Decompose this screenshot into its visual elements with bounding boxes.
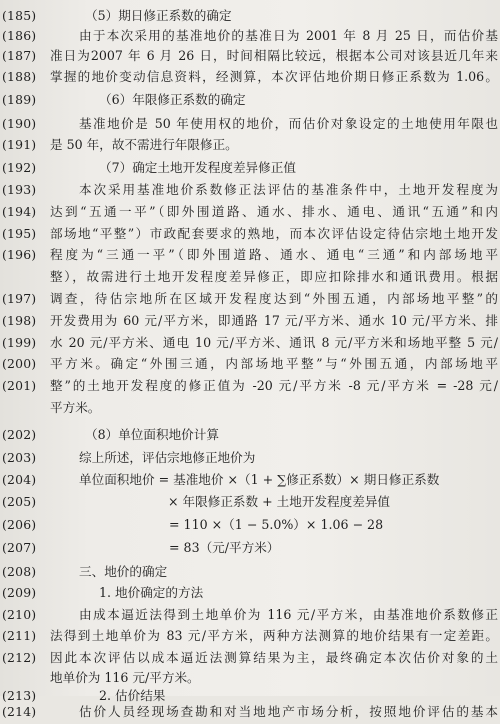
- line-text: 调查，待估宗地所在区域开发程度达到“外围五通，内部场地平整”的: [50, 291, 498, 306]
- line-number: (200): [2, 356, 37, 371]
- formula-line: [0, 490, 500, 514]
- text-line: [0, 65, 500, 89]
- line-number: (213): [2, 688, 37, 703]
- line-number: (214): [2, 704, 37, 719]
- line-number: (208): [2, 564, 37, 579]
- line-text: 因此本次评估以成本逼近法测算结果为主，最终确定本次估价对象的土: [50, 650, 498, 665]
- section-heading: （6）年限修正系数的确定: [99, 92, 246, 107]
- line-number: (203): [2, 450, 37, 465]
- text-line: [0, 374, 500, 398]
- line-text: 整），故需进行土地开发程度差异修正，即应扣除排水和通讯费用。根据: [50, 269, 498, 284]
- formula-line: [0, 536, 500, 560]
- line-number: (210): [2, 607, 37, 622]
- text-line: [0, 88, 500, 112]
- line-text: 开发费用为 60 元/平方米，即通路 17 元/平方米、通水 10 元/平方米、排: [50, 313, 498, 328]
- text-line: [0, 581, 500, 605]
- text-line: [0, 396, 500, 420]
- line-text: 本次采用基准地价系数修正法评估的基准条件中，土地开发程度为: [79, 182, 498, 197]
- line-text: 达到“五通一平”（即外围道路、通水、排水、通电、通讯“五通”和内: [50, 204, 498, 219]
- formula-text: = 110 ×（1 − 5.0%）× 1.06 − 28: [169, 517, 384, 532]
- line-number: (194): [2, 204, 37, 219]
- line-number: (195): [2, 226, 37, 241]
- line-text: 是 50 年，故不需进行年限修正。: [50, 137, 238, 152]
- line-number: (186): [2, 28, 37, 43]
- line-text: 平方米。确定“外围三通，内部场地平整”与“外围五通，内部场地平: [50, 356, 498, 371]
- formula-text: 单位面积地价 = 基准地价 ×（1 + ∑修正系数）× 期日修正系数: [79, 472, 440, 487]
- line-number: (206): [2, 517, 37, 532]
- text-line: [0, 200, 500, 224]
- text-line: [0, 287, 500, 311]
- text-line: [0, 133, 500, 157]
- text-line: [0, 265, 500, 289]
- section-heading: （8）单位面积地价计算: [85, 427, 219, 442]
- line-number: (198): [2, 313, 37, 328]
- line-number: (199): [2, 335, 37, 350]
- line-text: 部场地“平整”）市政配套要求的熟地，而本次评估设定待估宗地土地开发: [50, 226, 498, 241]
- line-number: (189): [2, 92, 37, 107]
- text-line: [0, 243, 500, 267]
- line-number: (212): [2, 650, 37, 665]
- line-text: 基准地价是 50 年使用权的地价，而估价对象设定的土地使用年限也: [79, 116, 498, 131]
- line-number: (197): [2, 291, 37, 306]
- line-number: (201): [2, 378, 37, 393]
- line-text: 估价人员经现场查勘和对当地地产市场分析，按照地价评估的基本: [79, 704, 498, 719]
- formula-line: [0, 513, 500, 537]
- line-text: 由成本逼近法得到土地单价为 116 元/平方米，由基准地价系数修正: [79, 607, 498, 622]
- line-text: 准日为2007 年 6 月 26 日，时间相隔比较远，根据本公司对该县近几年来: [50, 48, 498, 63]
- text-line: [0, 156, 500, 180]
- section-heading: 2. 估价结果: [99, 688, 166, 703]
- text-line: [0, 423, 500, 447]
- text-line: [0, 352, 500, 376]
- line-number: (190): [2, 116, 37, 131]
- line-number: (187): [2, 48, 37, 63]
- text-line: [0, 700, 500, 724]
- line-text: 整”的土地开发程度的修正值为 -20 元/平方米 -8 元/平方米 = -28 元/: [50, 378, 498, 393]
- section-heading: 1. 地价确定的方法: [99, 585, 204, 600]
- section-heading: 三、地价的确定: [79, 564, 168, 579]
- line-text: 平方米。: [50, 400, 101, 415]
- line-number: (209): [2, 585, 37, 600]
- line-text: 法得到土地单价为 83 元/平方米，两种方法测算的地价结果有一定差距。: [50, 628, 498, 643]
- formula-text: = 83（元/平方米）: [169, 540, 280, 555]
- text-line: [0, 309, 500, 333]
- line-number: (205): [2, 494, 37, 509]
- formula-line: [0, 468, 500, 492]
- line-text: 掌握的地价变动信息资料，经测算，本次评估地价期日修正系数为 1.06。: [50, 69, 498, 84]
- section-heading: （5）期日修正系数的确定: [85, 8, 232, 23]
- line-text: 综上所述，评估宗地修正地价为: [79, 450, 256, 465]
- text-line: [0, 624, 500, 648]
- line-number: (204): [2, 472, 37, 487]
- section-heading: （7）确定土地开发程度差异修正值: [99, 160, 296, 175]
- line-number: (188): [2, 69, 37, 84]
- line-number: (191): [2, 137, 37, 152]
- line-text: 程度为“三通一平”（即外围道路、通水、通电“三通”和内部场地平: [50, 247, 498, 262]
- line-number: (202): [2, 427, 37, 442]
- line-number: (185): [2, 8, 37, 23]
- line-text: 地单价为 116 元/平方米。: [50, 670, 200, 685]
- line-text: 由于本次采用的基准地价的基准日为 2001 年 8 月 25 日，而估价基: [79, 28, 498, 43]
- line-number: (193): [2, 182, 37, 197]
- line-text: 水 20 元/平方米、通电 10 元/平方米、通讯 8 元/平方米和场地平整 5 元/: [50, 335, 498, 350]
- formula-text: × 年限修正系数 + 土地开发程度差异值: [168, 494, 391, 509]
- line-number: (207): [2, 540, 37, 555]
- text-line: [0, 178, 500, 202]
- line-number: (192): [2, 160, 37, 175]
- text-line: [0, 446, 500, 470]
- line-number: (211): [2, 628, 37, 643]
- line-number: (196): [2, 247, 37, 262]
